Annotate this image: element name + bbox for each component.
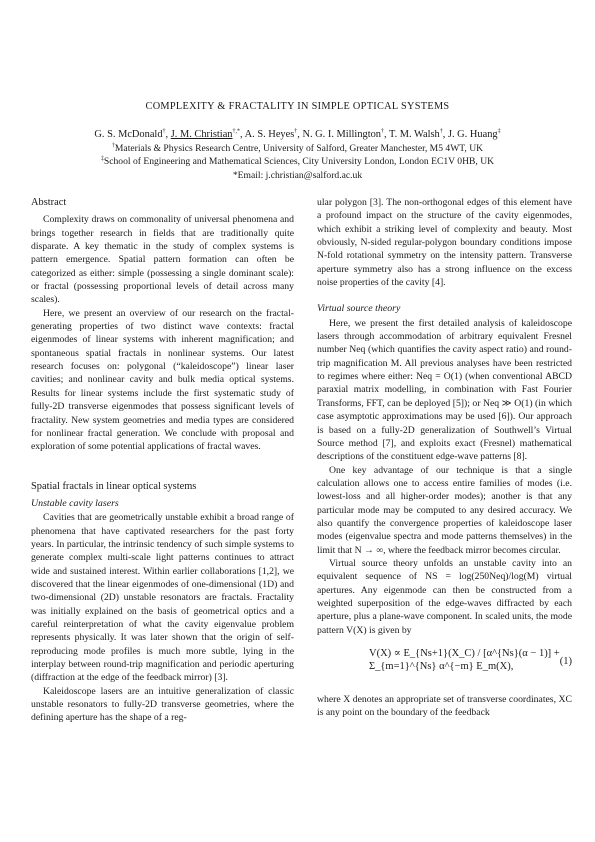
author-mcdonald: G. S. McDonald <box>94 129 163 140</box>
author-list <box>0 129 595 140</box>
author-christian: J. M. Christian <box>170 129 233 140</box>
right-column <box>317 196 572 720</box>
body-paragraph: Here, we present the first detailed analysis of kaleidoscope lasers through accommodation of arbitrary equivalent Fresnel number Neq (which quantifies the cavity aspect ratio) and round-trip magnification M. All previous analyses have been restricted to regimes where either: Neq = O(1) (when conventional ABCD paraxial matrix modelling, in combination with Fast Fourier Transforms, FFT, can be deployed [5]); or Neq ≫ O(1) (in which case asymptotic approximations may be used [6]). Our approach is based on a fully-2D generalization of Southwell’s Virtual Source method [7], and exploits exact (Fresnel) mathematical descriptions of the constituent edge-wave patterns [8]. <box>317 317 572 463</box>
author-walsh: , T. M. Walsh <box>384 129 440 140</box>
affiliation-2 <box>0 155 595 168</box>
contact-email: *Email: j.christian@salford.ac.uk <box>232 170 363 181</box>
subheading-virtual-source: Virtual source theory <box>317 303 401 315</box>
body-paragraph-kaleidoscope-cont: ular polygon [3]. The non-orthogonal edges of this element have a profound impact on the structure of the cavity eigenmodes, which exhibit a striking level of complexity and beauty. Most obviously, N-sided regular-polygon boundary conditions impose N-fold rotational symmetry on the intensity pattern. Transverse aperture symmetry also has a strong influence on the excess noise properties of the cavity [4]. <box>317 197 572 289</box>
affiliation-mark: † <box>294 128 298 135</box>
affiliation-mark: † <box>439 128 443 135</box>
body-paragraph: where X denotes an appropriate set of transverse coordinates, XC is any point on the boundary of the feedback <box>317 694 572 719</box>
affiliation-mark: † <box>111 142 115 149</box>
affiliation-mark: † <box>162 128 166 135</box>
author-heyes: , A. S. Heyes <box>240 129 295 140</box>
body-paragraph: One key advantage of our technique is that a single calculation allows one to access entire families of modes (i.e. lowest-loss and all higher-order modes); another is that any particular mode may be computed to any desired accuracy. We also quantify the convergence properties of kaleidoscope laser modes (eigenvalue spectra and mode patterns themselves) in the limit that N → ∞, where the feedback mirror becomes circular. <box>317 464 572 556</box>
left-column <box>31 196 294 725</box>
abstract-paragraph-2: Here, we present an overview of our research on the fractal-generating properties of two distinct wave contexts: fractal eigenmodes of linear systems with inherent magnification; and spontaneous spatial fractals in nonlinear systems. Our latest research focuses on: polygonal (“kaleidoscope”) linear laser cavities; and nonlinear cavity and bulk media optical systems. Results for linear systems include the first systematic study of fully-2D transverse eigenmodes that possess significant levels of fractality. New system geometries and media types are considered for nonlinear fractal generation. We conclude with proposal and exploration of some potential applications of fractal waves. <box>31 307 294 453</box>
affiliation-2-text: School of Engineering and Mathematical Sciences, City University London, London EC1V 0HB, UK <box>103 156 495 167</box>
affiliation-mark: † <box>381 128 384 135</box>
equation-1 <box>317 637 572 693</box>
abstract-heading: Abstract <box>31 197 67 208</box>
body-paragraph-kaleidoscope-start: Kaleidoscope lasers are an intuitive generalization of classic unstable resonators to fully-2D transverse geometries, where the defining aperture has the shape of a reg- <box>31 685 294 724</box>
affiliation-1-text: Materials & Physics Research Centre, University of Salford, Greater Manchester, M5 4WT, UK <box>114 143 484 154</box>
abstract-paragraph-1: Complexity draws on commonality of universal phenomena and brings together research in fields that are traditionally quite disparate. A key thematic in the study of complex systems is pattern emergence. Spatial pattern formation can often be categorized as either: simple (possessing a single dominant scale): or fractal (possessing proportional levels of detail across many scales). <box>31 214 294 306</box>
affiliation-mark: ‡ <box>100 155 104 162</box>
subheading-unstable-cavity: Unstable cavity lasers <box>31 497 119 509</box>
equation-body: V(X) ∝ E_{Ns+1}(X_C) / [α^{Ns}(α − 1)] + Σ_{m=1}^{Ns} α^{−m} E_m(X), <box>369 648 560 673</box>
equation-number: (1) <box>559 656 572 667</box>
author-huang: , J. G. Huang <box>442 129 498 140</box>
body-paragraph: Cavities that are geometrically unstable exhibit a broad range of phenomena that have captivated researchers for the past forty years. In particular, the intrinsic tendency of such simple systems to generate complex multi-scale light patterns continues to attract wide and sustained interest. Within earlier collaborations [1,2], we discovered that the linear eigenmodes of one-dimensional (1D) and two-dimensional (2D) unstable resonators are fractals. Fractality was initially explained on the basis of geometrical optics and a careful reinterpretation of what the cavity eigenvalue problem represents physically. It was later shown that the origin of self-reproducing mode profiles is much more subtle, lying in the interplay between round-trip magnification and periodic aperturing (diffraction at the edge of the feedback mirror) [3]. <box>31 512 294 684</box>
author-separator: , <box>165 129 171 140</box>
paper-title: COMPLEXITY & FRACTALITY IN SIMPLE OPTICAL SYSTEMS <box>145 101 450 112</box>
affiliation-mark: ‡ <box>497 128 501 135</box>
affiliation-1 <box>0 142 595 155</box>
author-millington: , N. G. I. Millington <box>297 129 381 140</box>
section-heading-linear: Spatial fractals in linear optical systems <box>31 480 197 492</box>
affiliation-mark: †,* <box>232 128 241 135</box>
body-paragraph: Virtual source theory unfolds an unstable cavity into an equivalent sequence of NS = log(250Neq)/log(M) virtual apertures. Any eigenmode can then be constructed from a weighted superposition of the edge-waves diffracted by each aperture, plus a plane-wave component. In scaled units, the mode pattern V(X) is given by <box>317 557 572 636</box>
